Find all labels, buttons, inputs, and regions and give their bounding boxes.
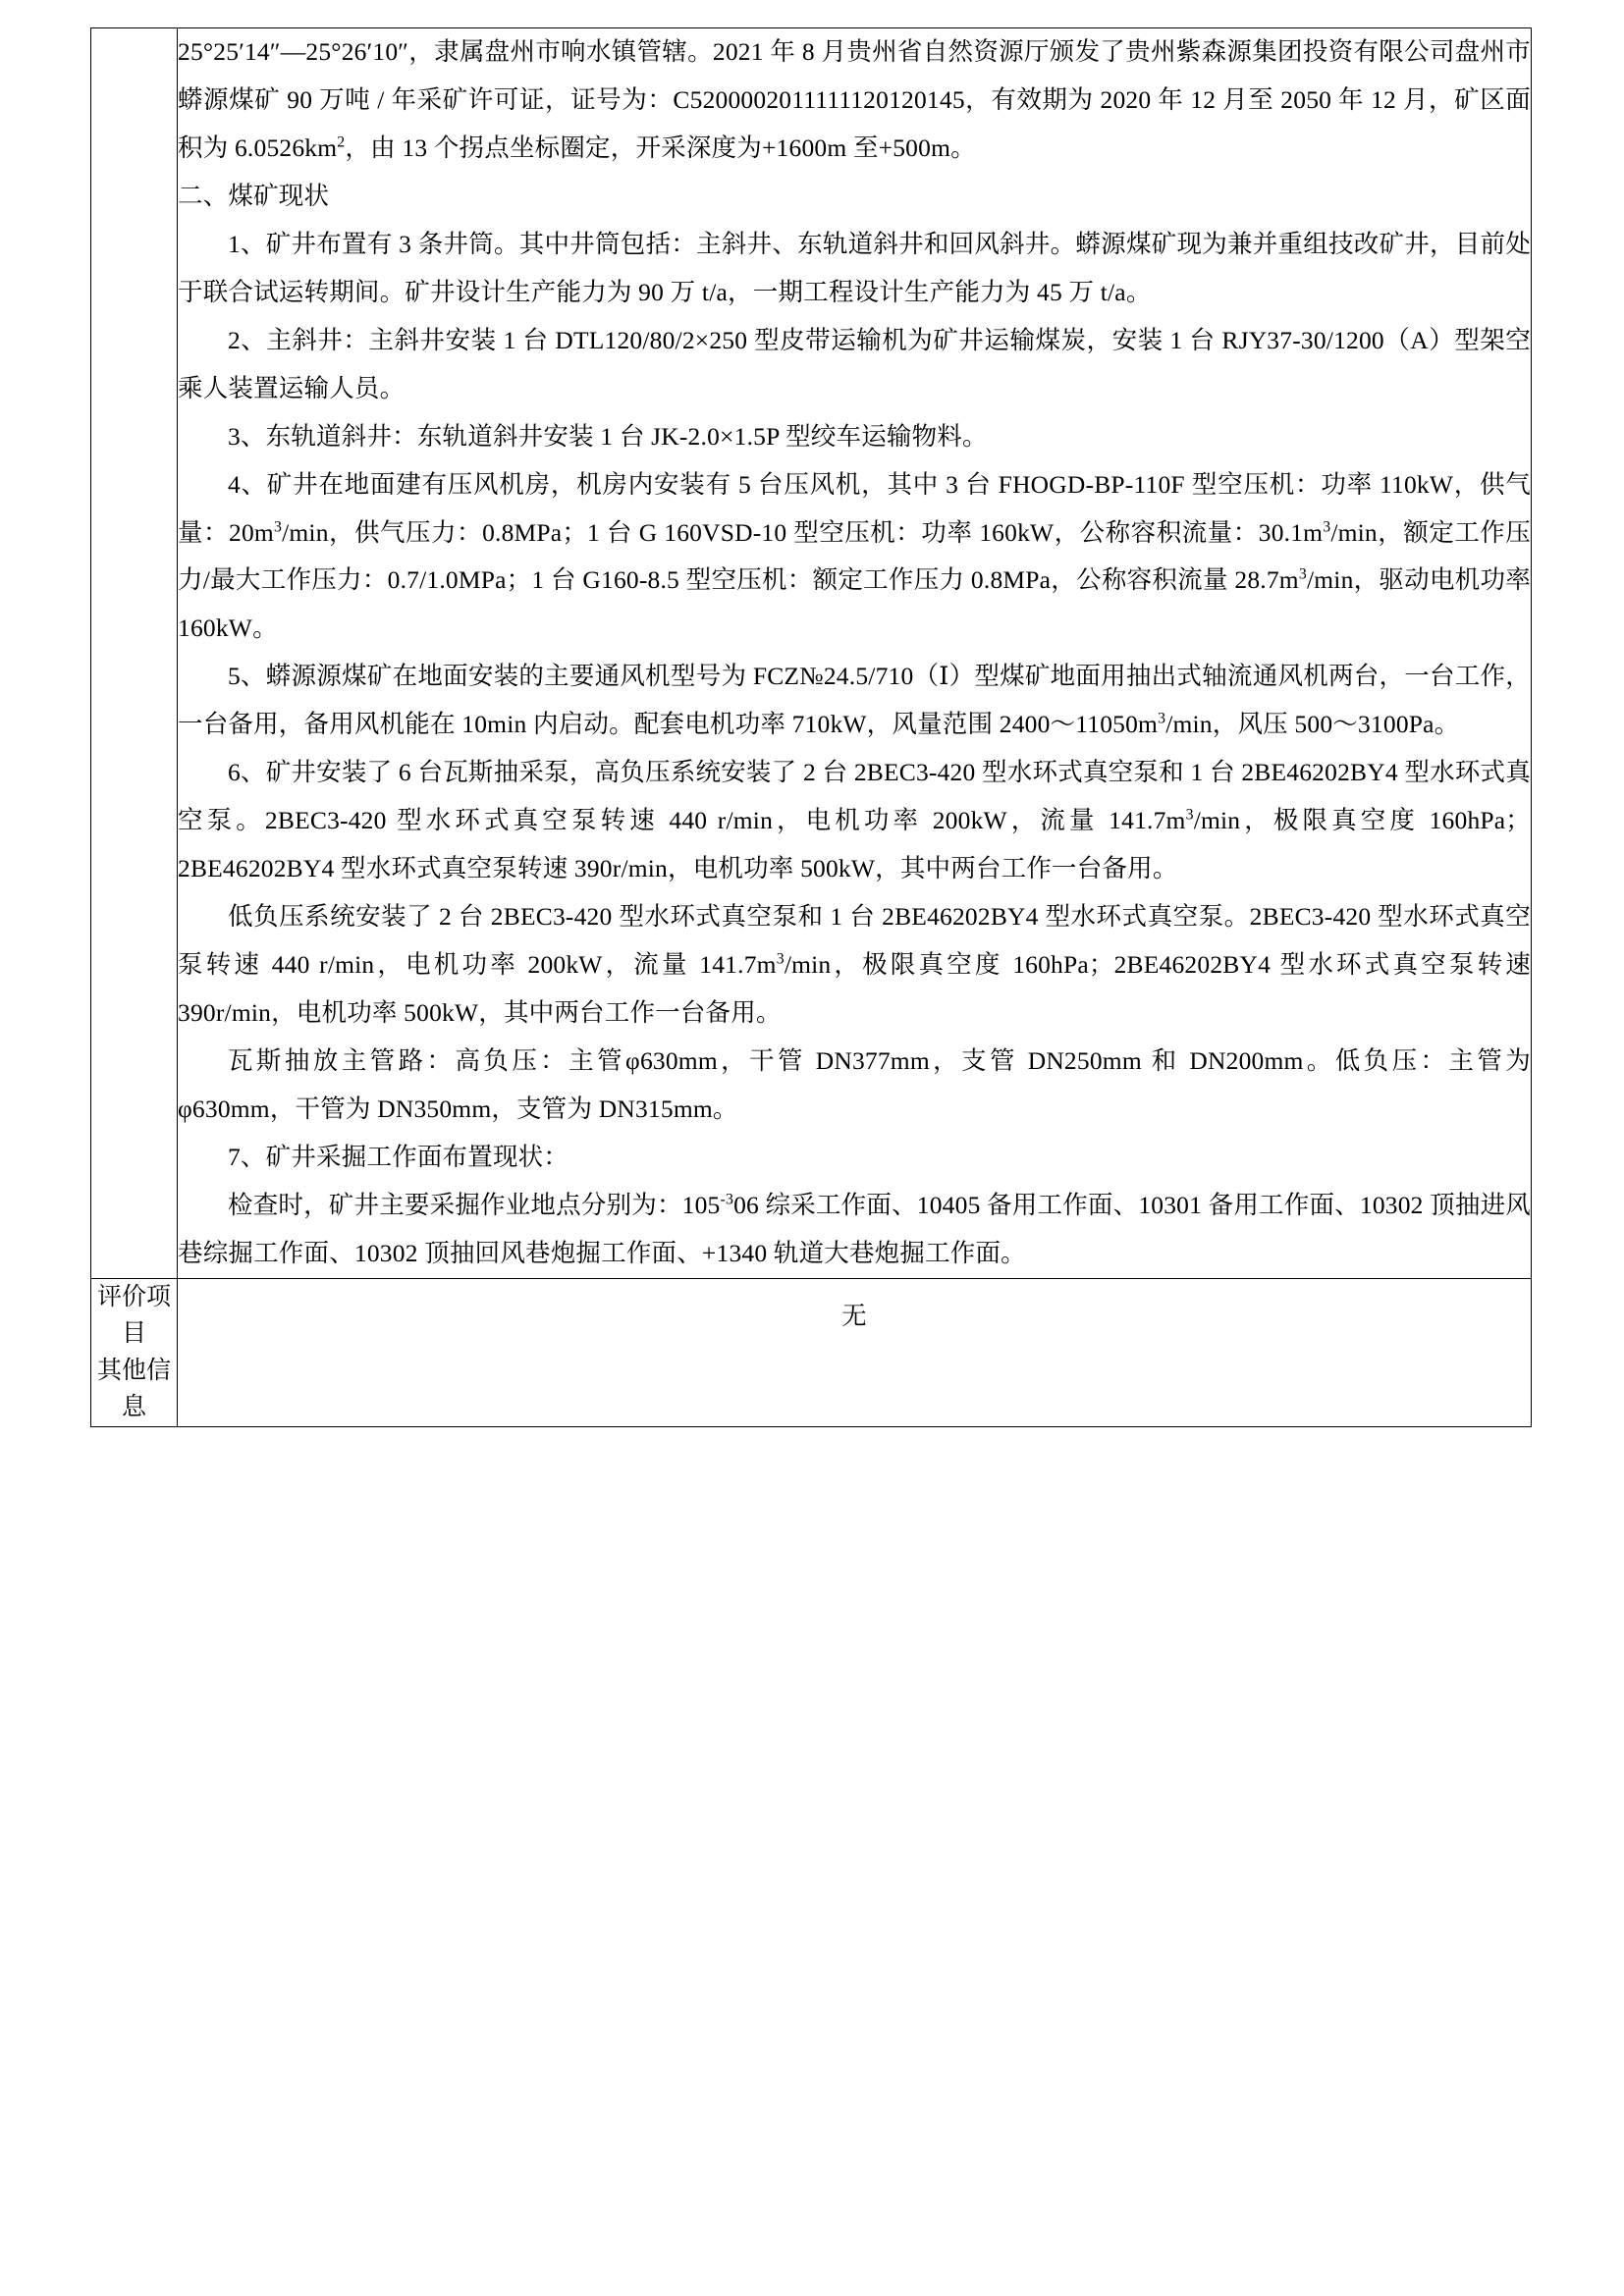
other-info-value: 无 xyxy=(841,1301,867,1330)
superscript: 3 xyxy=(1158,710,1166,727)
table-row-content xyxy=(91,28,1532,1279)
paragraph-p7: 5、蟒源源煤矿在地面安装的主要通风机型号为 FCZ№24.5/710（Ⅰ）型煤矿地面用抽出式轴流通风机两台，一台工作，一台备用，备用风机能在 10min 内启动。配套电机功率 710kW，风量范围 $2400\sim 11050m^3/\min$，风压 500～3100Pa。 xyxy=(178,662,1531,739)
paragraph-p4: 2、主斜井：主斜井安装 1 台 DTL120/80/2×250 型皮带运输机为矿井运输煤炭，安装 1 台 RJY37-30/1200（A）型架空乘人装置运输人员。 xyxy=(178,325,1531,402)
row-label-empty xyxy=(91,28,178,1279)
paragraph-p9: 低负压系统安装了 2 台 2BEC3-420 型水环式真空泵和 1 台 2BE46202BY4 型水环式真空泵。2BEC3-420 型水环式真空泵转速 440 r/min，电机功率 200kW，流量 $141.7m^3/\min$，极限真空度 160hPa；2BE46202BY4 型水环式真空泵转速 390r/min，电机功率 500kW，其中两台工作一台备用。 xyxy=(178,902,1531,1028)
paragraph-p3: 1、矿井布置有 3 条井筒。其中井筒包括：主斜井、东轨道斜井和回风斜井。蟒源煤矿现为兼并重组技改矿井，目前处于联合试运转期间。矿井设计生产能力为 90 万 t/a，一期工程设计生产能力为 45 万 t/a。 xyxy=(178,229,1531,306)
paragraph-p1: 25°25′14″—25°26′10″，隶属盘州市响水镇管辖。2021 年 8 月贵州省自然资源厅颁发了贵州紫森源集团投资有限公司盘州市蟒源煤矿 90 万吨 / 年采矿许可证，证号为：C5200002011111120120145，有效期为 2020 年 12 月至 2050 年 12 月，矿区面积为 $6.0526km^2$，由 13 个拐点坐标圈定，开采深度为+1600m 至+500m。 xyxy=(178,37,1531,162)
row-body-other-info xyxy=(178,1278,1532,1426)
superscript: 3 xyxy=(1298,565,1307,583)
paragraph-container xyxy=(178,28,1531,1278)
paragraph-p11: 7、矿井采掘工作面布置现状： xyxy=(228,1142,569,1171)
paragraph-p8: 6、矿井安装了 6 台瓦斯抽采泵，高负压系统安装了 2 台 2BEC3-420 型水环式真空泵和 1 台 2BE46202BY4 型水环式真空泵。2BEC3-420 型水环式真空泵转速 440 r/min，电机功率 200kW，流量 $141.7m^3/\min$，极限真空度 160hPa；2BE46202BY4 型水环式真空泵转速 390r/min，电机功率 500kW，其中两台工作一台备用。 xyxy=(178,758,1531,883)
superscript: -3 xyxy=(720,1191,734,1208)
superscript: 2 xyxy=(337,133,346,151)
superscript: 3 xyxy=(1185,806,1194,824)
paragraph-p12: 检查时，矿井主要采掘作业地点分别为：$105^{-3}06$ 综采工作面、10405 备用工作面、10301 备用工作面、10302 顶抽进风巷综掘工作面、10302 顶抽回风巷炮掘工作面、+1340 轨道大巷炮掘工作面。 xyxy=(178,1190,1532,1267)
paragraph-p5: 3、东轨道斜井：东轨道斜井安装 1 台 JK-2.0×1.5P 型绞车运输物料。 xyxy=(228,421,988,451)
superscript: 3 xyxy=(273,518,283,536)
table-row-other-info xyxy=(91,1278,1532,1426)
other-info-label-line2: 其他信息 xyxy=(96,1357,171,1421)
superscript: 3 xyxy=(1323,518,1331,536)
row-label-other-info xyxy=(91,1278,178,1426)
row-body-text xyxy=(178,28,1532,1279)
report-table xyxy=(90,27,1532,1427)
paragraph-p6: 4、矿井在地面建有压风机房，机房内安装有 5 台压风机，其中 3 台 FHOGD-BP-110F 型空压机：功率 110kW，供气量：$20m^3/\min$，供气压力：0.8MPa；1 台 G 160VSD-10 型空压机：功率 160kW，公称容积流量：$30.1m^3/\min$，额定工作压力/最大工作压力：0.7/1.0MPa；1 台 G160-8.5 型空压机：额定工作压力 0.8MPa，公称容积流量 $28.7m^3/\min$，驱动电机功率 160kW。 xyxy=(178,469,1531,643)
paragraph-p10: 瓦斯抽放主管路：高负压：主管φ630mm，干管 DN377mm，支管 DN250mm 和 DN200mm。低负压：主管为φ630mm，干管为 DN350mm，支管为 DN315mm。 xyxy=(178,1046,1531,1123)
paragraph-p2: 二、煤矿现状 xyxy=(178,181,330,210)
superscript: 3 xyxy=(776,950,785,968)
other-info-label-line1: 评价项目 xyxy=(96,1283,171,1348)
